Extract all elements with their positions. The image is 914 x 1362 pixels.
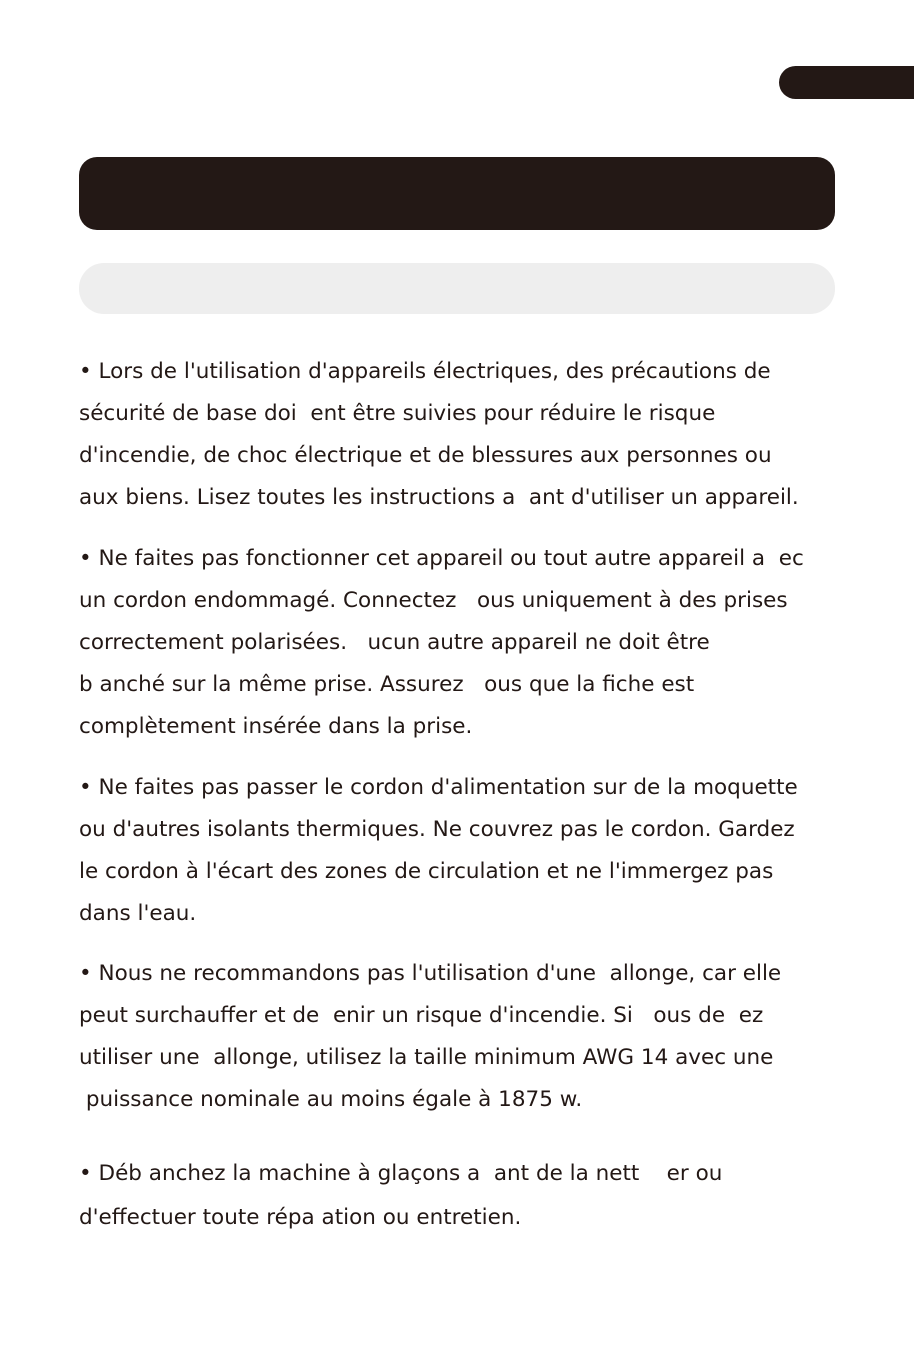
paragraph-3-line-1: • Ne faites pas passer le cordon d'alimentation sur de la moquette [79, 775, 798, 800]
paragraph-5-line-2: d'effectuer toute répa ation ou entretien. [79, 1205, 522, 1230]
paragraph-1-line-1: • Lors de l'utilisation d'appareils électriques, des précautions de [79, 359, 771, 384]
section-subtitle-bar [79, 263, 835, 314]
page-tab-marker [779, 66, 914, 99]
section-title-bar [79, 157, 835, 230]
paragraph-2-line-3: correctement polarisées. ucun autre appareil ne doit être [79, 630, 710, 655]
paragraph-3-line-2: ou d'autres isolants thermiques. Ne couvrez pas le cordon. Gardez [79, 817, 795, 842]
paragraph-4-line-2: peut surchauffer et de enir un risque d'incendie. Si ous de ez [79, 1003, 764, 1028]
paragraph-4-line-4: puissance nominale au moins égale à 1875 w. [79, 1087, 583, 1112]
paragraph-4-line-3: utiliser une allonge, utilisez la taille minimum AWG 14 avec une [79, 1045, 774, 1070]
paragraph-2-line-4: b anché sur la même prise. Assurez ous que la fiche est [79, 672, 695, 697]
paragraph-1-line-2: sécurité de base doi ent être suivies pour réduire le risque [79, 401, 716, 426]
paragraph-4-line-1: • Nous ne recommandons pas l'utilisation d'une allonge, car elle [79, 961, 782, 986]
paragraph-2-line-1: • Ne faites pas fonctionner cet appareil ou tout autre appareil a ec [79, 546, 804, 571]
paragraph-2-line-5: complètement insérée dans la prise. [79, 714, 473, 739]
paragraph-2-line-2: un cordon endommagé. Connectez ous uniquement à des prises [79, 588, 788, 613]
paragraph-3-line-3: le cordon à l'écart des zones de circulation et ne l'immergez pas [79, 859, 774, 884]
paragraph-1-line-3: d'incendie, de choc électrique et de blessures aux personnes ou [79, 443, 772, 468]
paragraph-1-line-4: aux biens. Lisez toutes les instructions a ant d'utiliser un appareil. [79, 485, 799, 510]
paragraph-3-line-4: dans l'eau. [79, 901, 197, 926]
paragraph-5-line-1: • Déb anchez la machine à glaçons a ant de la nett er ou [79, 1161, 723, 1186]
